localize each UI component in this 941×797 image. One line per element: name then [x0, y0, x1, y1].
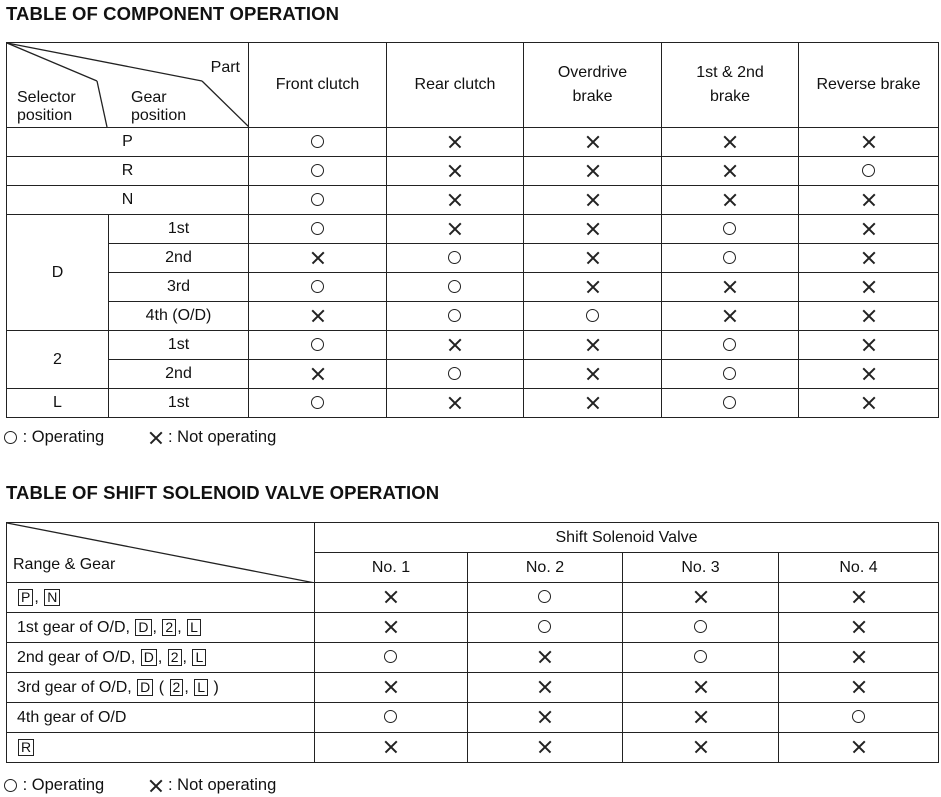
- circle-icon: [448, 251, 462, 265]
- circle-icon: [448, 367, 462, 381]
- circle-icon: [723, 222, 737, 236]
- range-gear-cell: [7, 733, 315, 763]
- cross-icon: [586, 193, 600, 207]
- selector-cell: P: [7, 128, 249, 157]
- operation-cell: [387, 244, 524, 273]
- col-header-no2: No. 2: [468, 553, 623, 583]
- range-gear-cell: [7, 673, 315, 703]
- circle-icon: [538, 590, 552, 604]
- cross-icon: [448, 193, 462, 207]
- group-header-shift-solenoid-valve: Shift Solenoid Valve: [315, 523, 939, 553]
- operation-cell: [799, 273, 939, 302]
- range-text: ,: [184, 678, 194, 696]
- solenoid-cell: [779, 643, 939, 673]
- col-header-rear-clutch: Rear clutch: [387, 43, 524, 128]
- range-text: (: [154, 678, 169, 696]
- operation-cell: [524, 360, 662, 389]
- cross-icon: [311, 367, 325, 381]
- cross-icon: [586, 396, 600, 410]
- solenoid-cell: [315, 703, 468, 733]
- table-row: [7, 703, 939, 733]
- solenoid-cell: [315, 583, 468, 613]
- range-box: 2: [168, 649, 182, 666]
- cross-icon: [311, 309, 325, 323]
- legend-operating: : Operating: [22, 428, 105, 446]
- table-row: [7, 733, 939, 763]
- range-text: 4th gear of O/D: [17, 708, 127, 726]
- solenoid-cell: [468, 703, 623, 733]
- cross-icon: [862, 193, 876, 207]
- cross-icon: [852, 590, 866, 604]
- circle-icon: [862, 164, 876, 178]
- range-text: ): [209, 678, 219, 696]
- operation-cell: [524, 128, 662, 157]
- operation-cell: [387, 389, 524, 418]
- gear-cell: 3rd: [109, 273, 249, 302]
- range-gear-cell: [7, 583, 315, 613]
- operation-cell: [799, 157, 939, 186]
- gear-cell: 1st: [109, 215, 249, 244]
- range-box: D: [135, 619, 151, 636]
- operation-cell: [387, 186, 524, 215]
- selector-cell: L: [7, 389, 109, 418]
- gear-cell: 1st: [109, 389, 249, 418]
- gear-cell: 2nd: [109, 360, 249, 389]
- circle-icon: [4, 779, 18, 793]
- cross-icon: [862, 367, 876, 381]
- operation-cell: [249, 186, 387, 215]
- selector-cell: 2: [7, 331, 109, 389]
- cross-icon: [862, 396, 876, 410]
- solenoid-cell: [468, 733, 623, 763]
- operation-cell: [799, 389, 939, 418]
- table-row: [7, 389, 939, 418]
- solenoid-cell: [315, 643, 468, 673]
- solenoid-cell: [315, 613, 468, 643]
- circle-icon: [311, 338, 325, 352]
- circle-icon: [311, 280, 325, 294]
- solenoid-cell: [468, 673, 623, 703]
- circle-icon: [311, 193, 325, 207]
- operation-cell: [387, 360, 524, 389]
- cross-icon: [586, 367, 600, 381]
- operation-cell: [662, 186, 799, 215]
- cross-icon: [852, 680, 866, 694]
- range-box: L: [187, 619, 201, 636]
- operation-cell: [524, 186, 662, 215]
- cross-icon: [723, 193, 737, 207]
- circle-icon: [723, 396, 737, 410]
- operation-cell: [249, 157, 387, 186]
- solenoid-cell: [623, 583, 779, 613]
- operation-cell: [249, 128, 387, 157]
- circle-icon: [723, 367, 737, 381]
- circle-icon: [311, 135, 325, 149]
- circle-icon: [311, 396, 325, 410]
- selector-cell: D: [7, 215, 109, 331]
- cross-icon: [538, 650, 552, 664]
- operation-cell: [799, 244, 939, 273]
- range-box: R: [18, 739, 34, 756]
- circle-icon: [384, 710, 398, 724]
- solenoid-cell: [779, 673, 939, 703]
- legend-not-operating: : Not operating: [168, 776, 277, 794]
- solenoid-cell: [623, 703, 779, 733]
- operation-cell: [387, 128, 524, 157]
- range-text: 3rd gear of O/D,: [17, 678, 137, 696]
- range-box: 2: [162, 619, 176, 636]
- range-box: P: [18, 589, 33, 606]
- circle-icon: [586, 309, 600, 323]
- solenoid-cell: [468, 643, 623, 673]
- col-header-no4: No. 4: [779, 553, 939, 583]
- cross-icon: [538, 740, 552, 754]
- operation-cell: [662, 302, 799, 331]
- selector-cell: N: [7, 186, 249, 215]
- cross-icon: [448, 338, 462, 352]
- operation-cell: [387, 157, 524, 186]
- table-row: [7, 273, 939, 302]
- cross-icon: [694, 740, 708, 754]
- cross-icon: [723, 280, 737, 294]
- operation-cell: [799, 302, 939, 331]
- cross-icon: [149, 431, 163, 445]
- table-row: [7, 215, 939, 244]
- table-row: [7, 613, 939, 643]
- solenoid-cell: [315, 733, 468, 763]
- cross-icon: [586, 135, 600, 149]
- cross-icon: [694, 710, 708, 724]
- solenoid-corner-cell: [7, 523, 315, 583]
- operation-cell: [249, 273, 387, 302]
- corner-diagonal-line: [7, 523, 315, 583]
- operation-cell: [662, 360, 799, 389]
- component-corner-cell: [7, 43, 249, 128]
- cross-icon: [852, 620, 866, 634]
- operation-cell: [524, 215, 662, 244]
- range-text: ,: [152, 618, 162, 636]
- circle-icon: [311, 164, 325, 178]
- range-gear-cell: [7, 703, 315, 733]
- circle-icon: [723, 251, 737, 265]
- col-header-no3: No. 3: [623, 553, 779, 583]
- cross-icon: [723, 309, 737, 323]
- circle-icon: [694, 650, 708, 664]
- cross-icon: [311, 251, 325, 265]
- cross-icon: [448, 164, 462, 178]
- solenoid-cell: [623, 673, 779, 703]
- operation-cell: [662, 273, 799, 302]
- operation-cell: [249, 215, 387, 244]
- table-row: [7, 583, 939, 613]
- table-row: [7, 331, 939, 360]
- operation-cell: [799, 128, 939, 157]
- gear-cell: 4th (O/D): [109, 302, 249, 331]
- col-header-front-clutch: Front clutch: [249, 43, 387, 128]
- range-box: D: [141, 649, 157, 666]
- cross-icon: [538, 710, 552, 724]
- operation-cell: [387, 302, 524, 331]
- cross-icon: [586, 251, 600, 265]
- operation-cell: [799, 331, 939, 360]
- circle-icon: [852, 710, 866, 724]
- circle-icon: [448, 280, 462, 294]
- col-header-1st-2nd-brake: 1st & 2nd brake: [662, 43, 799, 128]
- solenoid-cell: [623, 613, 779, 643]
- legend-operating: : Operating: [22, 776, 105, 794]
- cross-icon: [862, 309, 876, 323]
- circle-icon: [694, 620, 708, 634]
- operation-cell: [524, 273, 662, 302]
- cross-icon: [384, 740, 398, 754]
- operation-cell: [387, 215, 524, 244]
- circle-icon: [448, 309, 462, 323]
- operation-cell: [662, 244, 799, 273]
- operation-cell: [387, 273, 524, 302]
- component-operation-table: [6, 42, 939, 418]
- col-header-no1: No. 1: [315, 553, 468, 583]
- operation-cell: [524, 302, 662, 331]
- operation-cell: [799, 360, 939, 389]
- solenoid-cell: [779, 733, 939, 763]
- operation-cell: [249, 331, 387, 360]
- corner-selector-label: Selector position: [17, 89, 76, 124]
- component-table-title: TABLE OF COMPONENT OPERATION: [6, 3, 340, 24]
- range-gear-cell: [7, 613, 315, 643]
- gear-cell: 2nd: [109, 244, 249, 273]
- operation-cell: [799, 215, 939, 244]
- range-box: 2: [170, 679, 184, 696]
- solenoid-cell: [468, 583, 623, 613]
- cross-icon: [862, 251, 876, 265]
- cross-icon: [384, 590, 398, 604]
- operation-cell: [249, 389, 387, 418]
- cross-icon: [852, 740, 866, 754]
- circle-icon: [723, 338, 737, 352]
- operation-cell: [524, 244, 662, 273]
- range-box: D: [137, 679, 153, 696]
- col-header-overdrive-brake: Overdrive brake: [524, 43, 662, 128]
- operation-cell: [662, 389, 799, 418]
- range-text: ,: [177, 618, 187, 636]
- corner-part-label: Part: [210, 59, 240, 76]
- operation-cell: [524, 157, 662, 186]
- circle-icon: [311, 222, 325, 236]
- col-header-reverse-brake: Reverse brake: [799, 43, 939, 128]
- range-box: N: [44, 589, 60, 606]
- table-row: [7, 302, 939, 331]
- cross-icon: [862, 135, 876, 149]
- corner-gear-label: Gear position: [131, 89, 187, 124]
- range-box: L: [194, 679, 208, 696]
- cross-icon: [586, 222, 600, 236]
- solenoid-legend: [4, 776, 276, 795]
- table-row: [7, 643, 939, 673]
- cross-icon: [586, 338, 600, 352]
- table-row: [7, 128, 939, 157]
- cross-icon: [384, 680, 398, 694]
- operation-cell: [249, 360, 387, 389]
- operation-cell: [799, 186, 939, 215]
- legend-not-operating: : Not operating: [168, 428, 277, 446]
- cross-icon: [862, 222, 876, 236]
- cross-icon: [448, 135, 462, 149]
- solenoid-cell: [779, 583, 939, 613]
- table-row: [7, 673, 939, 703]
- cross-icon: [723, 135, 737, 149]
- circle-icon: [4, 431, 18, 445]
- table-row: [7, 157, 939, 186]
- cross-icon: [694, 680, 708, 694]
- cross-icon: [723, 164, 737, 178]
- circle-icon: [538, 620, 552, 634]
- operation-cell: [662, 331, 799, 360]
- cross-icon: [384, 620, 398, 634]
- solenoid-table-title: TABLE OF SHIFT SOLENOID VALVE OPERATION: [6, 482, 440, 503]
- solenoid-cell: [623, 733, 779, 763]
- table-row: [7, 186, 939, 215]
- operation-cell: [662, 157, 799, 186]
- range-text: ,: [182, 648, 192, 666]
- cross-icon: [538, 680, 552, 694]
- circle-icon: [384, 650, 398, 664]
- cross-icon: [149, 779, 163, 793]
- component-legend: [4, 428, 276, 447]
- cross-icon: [586, 280, 600, 294]
- solenoid-cell: [315, 673, 468, 703]
- selector-cell: R: [7, 157, 249, 186]
- range-box: L: [192, 649, 206, 666]
- cross-icon: [694, 590, 708, 604]
- operation-cell: [524, 389, 662, 418]
- gear-cell: 1st: [109, 331, 249, 360]
- cross-icon: [862, 280, 876, 294]
- cross-icon: [448, 222, 462, 236]
- operation-cell: [249, 302, 387, 331]
- table-row: [7, 244, 939, 273]
- range-text: 2nd gear of O/D,: [17, 648, 140, 666]
- solenoid-cell: [623, 643, 779, 673]
- table-row: [7, 360, 939, 389]
- solenoid-cell: [468, 613, 623, 643]
- operation-cell: [662, 128, 799, 157]
- cross-icon: [862, 338, 876, 352]
- range-text: ,: [157, 648, 167, 666]
- operation-cell: [524, 331, 662, 360]
- range-text: 1st gear of O/D,: [17, 618, 135, 636]
- operation-cell: [387, 331, 524, 360]
- cross-icon: [852, 650, 866, 664]
- operation-cell: [662, 215, 799, 244]
- solenoid-cell: [779, 703, 939, 733]
- operation-cell: [249, 244, 387, 273]
- solenoid-cell: [779, 613, 939, 643]
- range-gear-cell: [7, 643, 315, 673]
- solenoid-operation-table: [6, 522, 939, 763]
- range-text: ,: [34, 588, 44, 606]
- corner-range-gear-label: Range & Gear: [13, 556, 116, 573]
- cross-icon: [448, 396, 462, 410]
- cross-icon: [586, 164, 600, 178]
